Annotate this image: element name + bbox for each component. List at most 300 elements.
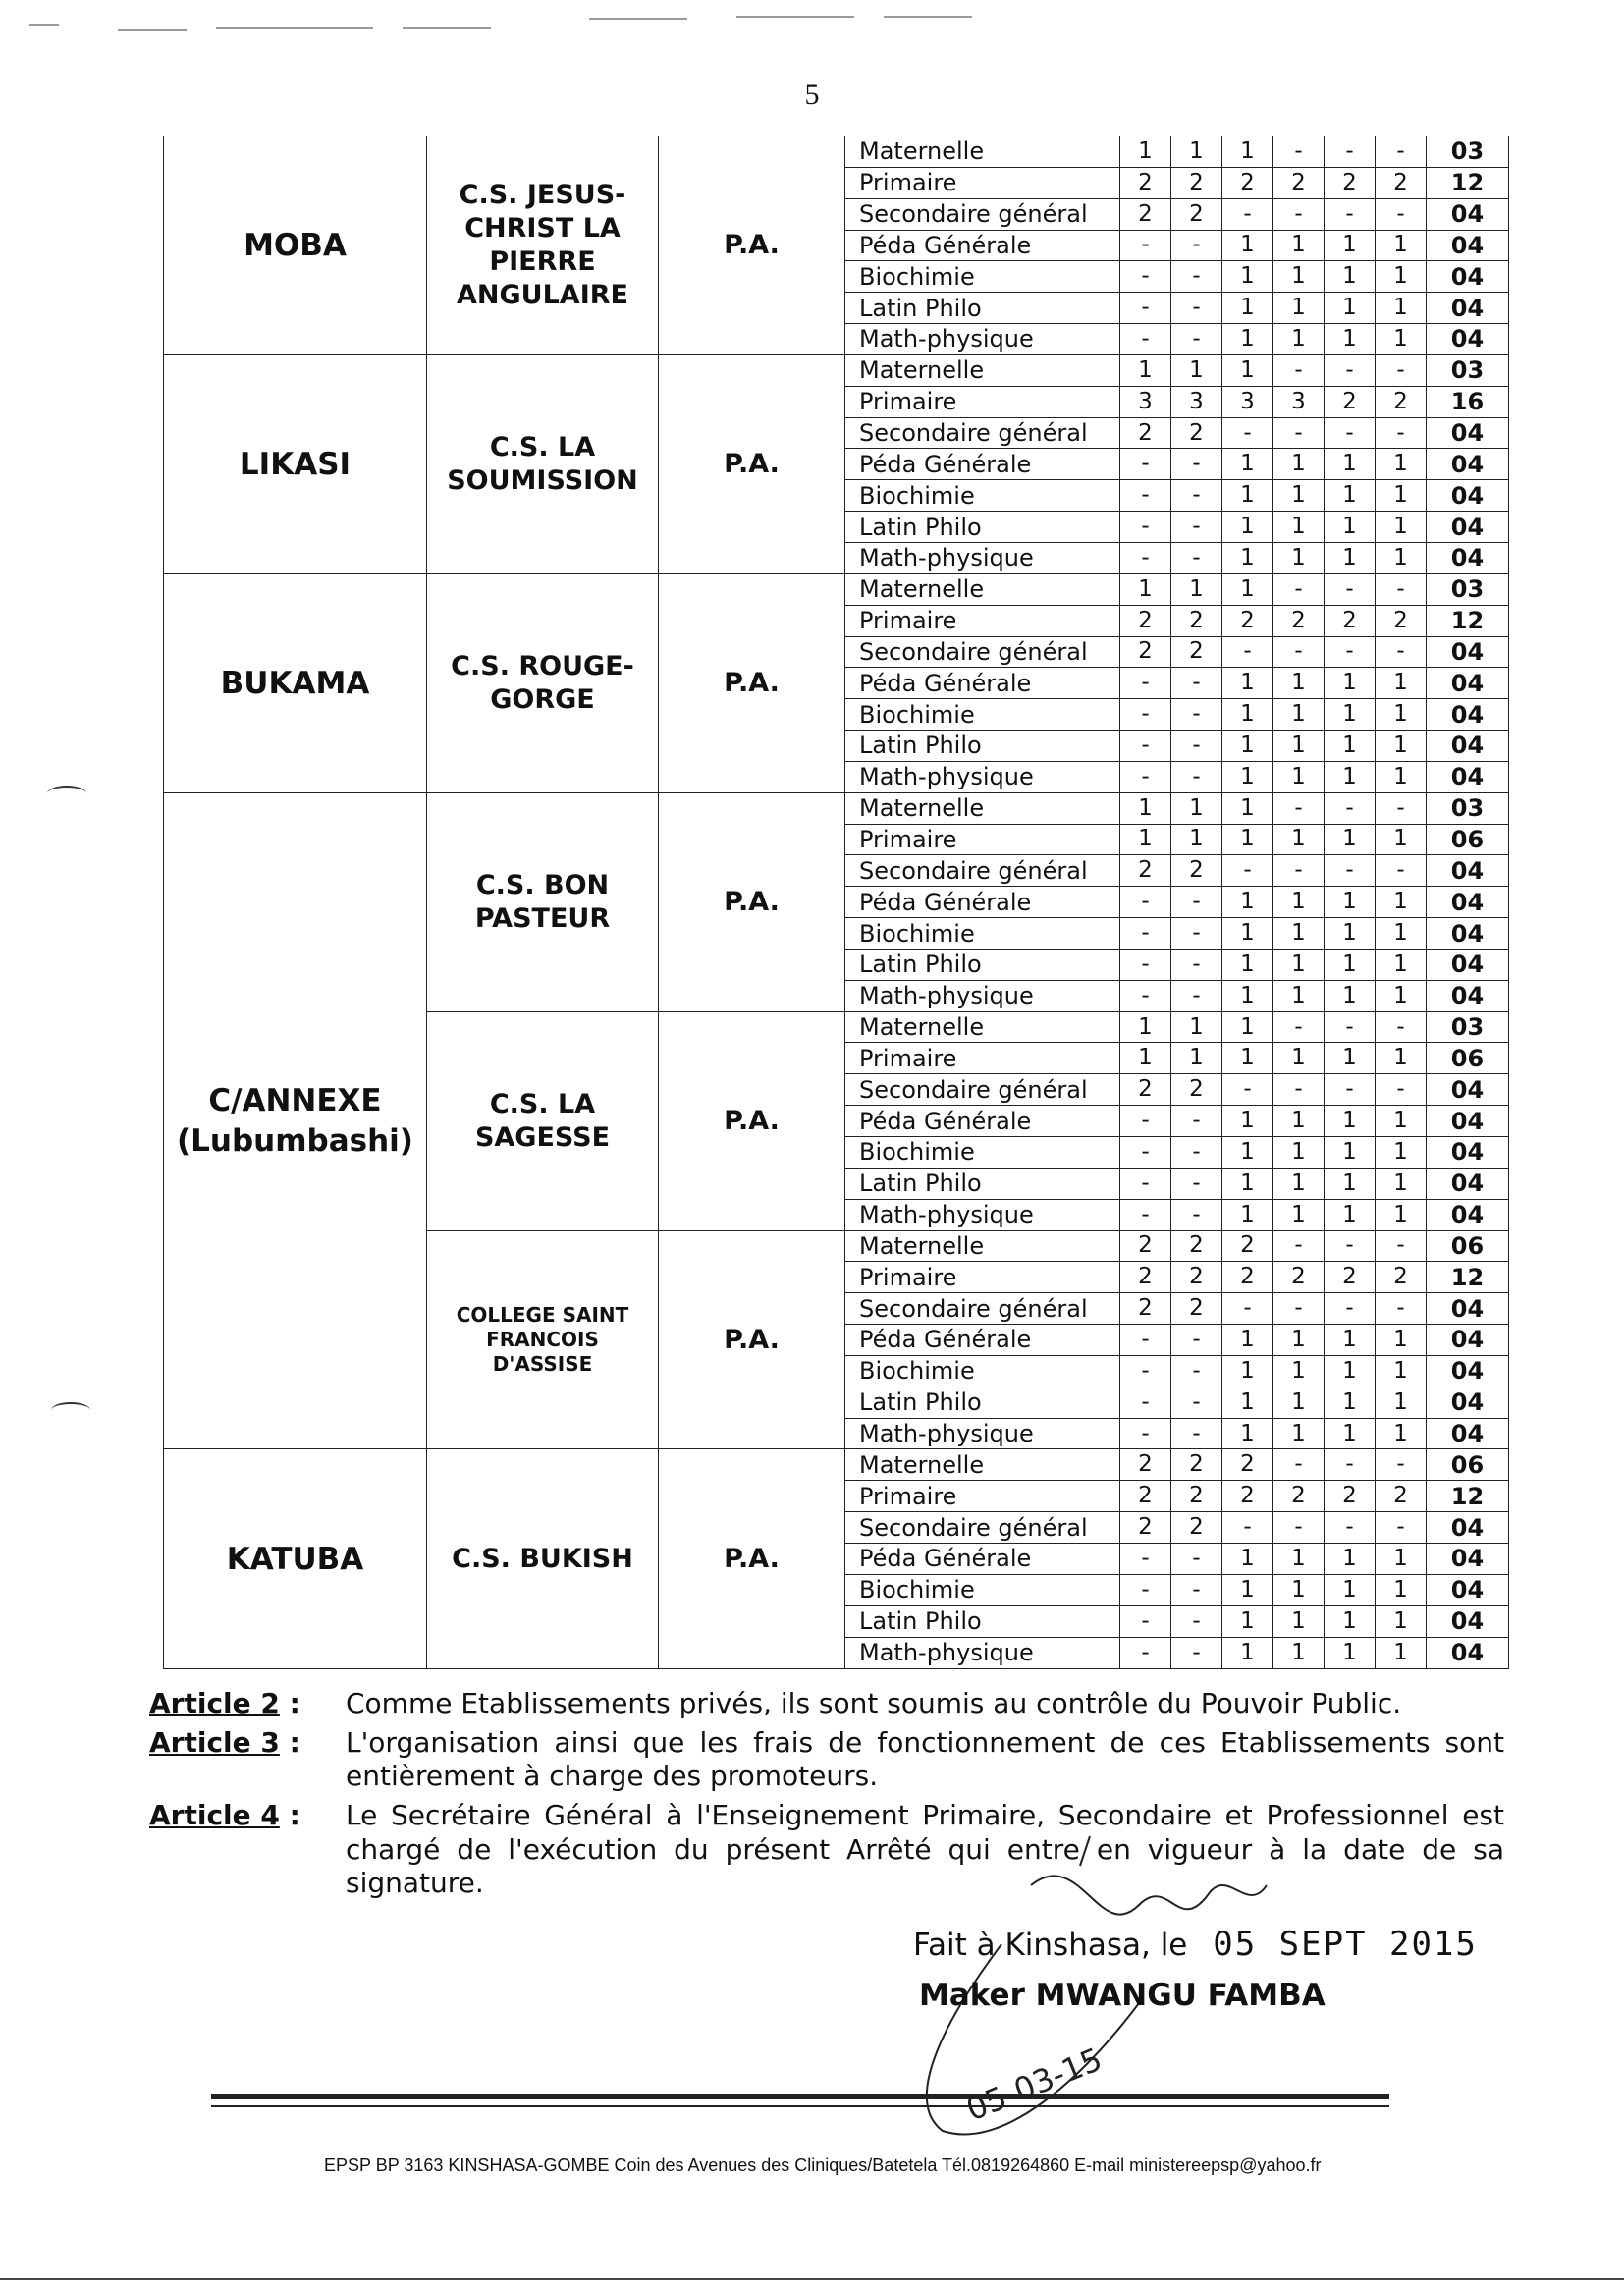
grade-cell: 1 xyxy=(1325,761,1376,792)
total-cell: 04 xyxy=(1427,636,1509,668)
total-cell: 04 xyxy=(1427,198,1509,230)
total-cell: 04 xyxy=(1427,1137,1509,1169)
option-name: Biochimie xyxy=(845,918,1120,950)
page-edge xyxy=(0,2278,1624,2280)
total-cell: 04 xyxy=(1427,1168,1509,1199)
grade-cell: 1 xyxy=(1325,1199,1376,1230)
grade-cell: - xyxy=(1171,230,1222,261)
grade-cell: 1 xyxy=(1376,824,1427,855)
grade-cell: 1 xyxy=(1273,1106,1325,1137)
footer-address: EPSP BP 3163 KINSHASA-GOMBE Coin des Avenues des Cliniques/Batetela Tél.0819264860 E-mail ministereepsp@yahoo.fr xyxy=(324,2155,1322,2175)
total-cell: 04 xyxy=(1427,1355,1509,1387)
total-cell: 12 xyxy=(1427,1481,1509,1512)
total-cell: 04 xyxy=(1427,261,1509,293)
grade-cell: 2 xyxy=(1171,1512,1222,1544)
grade-cell: 2 xyxy=(1171,636,1222,668)
total-cell: 04 xyxy=(1427,918,1509,950)
grade-cell: - xyxy=(1120,887,1171,918)
grade-cell: 1 xyxy=(1376,1605,1427,1637)
option-name: Péda Générale xyxy=(845,449,1120,480)
grade-cell: 2 xyxy=(1120,855,1171,887)
grade-cell: - xyxy=(1171,1355,1222,1387)
grade-cell: - xyxy=(1120,1574,1171,1605)
grade-cell: - xyxy=(1171,1168,1222,1199)
grade-cell: 1 xyxy=(1222,668,1273,699)
grade-cell: - xyxy=(1120,1355,1171,1387)
grade-cell: 1 xyxy=(1222,542,1273,573)
total-cell: 04 xyxy=(1427,887,1509,918)
grade-cell: 1 xyxy=(1376,1106,1427,1137)
signatory-name: Maker MWANGU FAMBA xyxy=(919,1978,1326,2013)
grade-cell: - xyxy=(1120,324,1171,355)
option-name: Maternelle xyxy=(845,573,1120,605)
grade-cell: 1 xyxy=(1273,480,1325,512)
grade-cell: 2 xyxy=(1120,1230,1171,1262)
article-label-text: Article 3 xyxy=(149,1726,280,1760)
grade-cell: 2 xyxy=(1273,1481,1325,1512)
grade-cell: - xyxy=(1171,1543,1222,1574)
option-name: Primaire xyxy=(845,386,1120,417)
grade-cell: 2 xyxy=(1120,1293,1171,1325)
grade-cell: - xyxy=(1325,1011,1376,1043)
total-cell: 04 xyxy=(1427,417,1509,449)
grade-cell: 1 xyxy=(1171,354,1222,386)
grade-cell: - xyxy=(1273,855,1325,887)
grade-cell: 1 xyxy=(1376,731,1427,762)
grade-cell: 2 xyxy=(1120,1512,1171,1544)
total-cell: 03 xyxy=(1427,136,1509,168)
grade-cell: - xyxy=(1376,855,1427,887)
option-name: Math-physique xyxy=(845,1637,1120,1669)
option-name: Math-physique xyxy=(845,1199,1120,1230)
total-cell: 04 xyxy=(1427,1512,1509,1544)
grade-cell: 1 xyxy=(1376,1418,1427,1449)
grade-cell: 2 xyxy=(1325,605,1376,636)
grade-cell: 1 xyxy=(1120,573,1171,605)
grade-cell: 2 xyxy=(1120,1449,1171,1481)
option-name: Péda Générale xyxy=(845,230,1120,261)
option-name: Biochimie xyxy=(845,699,1120,731)
margin-mark xyxy=(51,1402,90,1418)
grade-cell: 2 xyxy=(1222,167,1273,198)
grade-cell: 1 xyxy=(1222,1418,1273,1449)
school-name: C.S. ROUGE-GORGE xyxy=(427,573,659,792)
region-name: KATUBA xyxy=(164,1449,427,1669)
grade-cell: 1 xyxy=(1325,1605,1376,1637)
grade-cell: 1 xyxy=(1325,1168,1376,1199)
grade-cell: 2 xyxy=(1325,1262,1376,1293)
school-status: P.A. xyxy=(659,354,845,573)
grade-cell: - xyxy=(1120,980,1171,1011)
region-name: C/ANNEXE (Lubumbashi) xyxy=(164,792,427,1449)
option-name: Maternelle xyxy=(845,136,1120,168)
region-name: MOBA xyxy=(164,136,427,355)
grade-cell: 2 xyxy=(1171,855,1222,887)
grade-cell: 2 xyxy=(1376,167,1427,198)
grade-cell: - xyxy=(1171,949,1222,980)
grade-cell: 1 xyxy=(1325,731,1376,762)
grade-cell: - xyxy=(1171,1325,1222,1356)
total-cell: 04 xyxy=(1427,1418,1509,1449)
grade-cell: 2 xyxy=(1376,605,1427,636)
grade-cell: 1 xyxy=(1120,1043,1171,1074)
grade-cell: 1 xyxy=(1325,918,1376,950)
option-name: Secondaire général xyxy=(845,1074,1120,1106)
total-cell: 04 xyxy=(1427,731,1509,762)
grade-cell: 3 xyxy=(1171,386,1222,417)
grade-cell: - xyxy=(1171,668,1222,699)
article-text: Le Secrétaire Général à l'Enseignement Primaire, Secondaire et Professionnel est chargé de l'exécution du présent Arrêté qui entre en vigueur à la date de sa signature. xyxy=(346,1799,1504,1899)
grade-cell: 1 xyxy=(1222,731,1273,762)
option-name: Péda Générale xyxy=(845,668,1120,699)
grade-cell: 1 xyxy=(1376,324,1427,355)
option-name: Péda Générale xyxy=(845,1106,1120,1137)
grade-cell: 1 xyxy=(1222,1637,1273,1669)
grade-cell: - xyxy=(1325,136,1376,168)
grade-cell: 1 xyxy=(1325,1418,1376,1449)
table-row xyxy=(164,573,1509,605)
grade-cell: 1 xyxy=(1120,824,1171,855)
option-name: Latin Philo xyxy=(845,949,1120,980)
total-cell: 04 xyxy=(1427,1387,1509,1418)
grade-cell: 1 xyxy=(1222,792,1273,824)
grade-cell: 1 xyxy=(1273,1168,1325,1199)
grade-cell: - xyxy=(1120,668,1171,699)
grade-cell: - xyxy=(1171,1605,1222,1637)
footer-rule xyxy=(211,2105,1389,2107)
articles-section xyxy=(149,1687,1504,1906)
article-label: Article 2 : xyxy=(149,1687,300,1719)
grade-cell: 1 xyxy=(1171,573,1222,605)
grade-cell: 2 xyxy=(1171,1230,1222,1262)
grade-cell: 2 xyxy=(1376,1481,1427,1512)
option-name: Math-physique xyxy=(845,761,1120,792)
grade-cell: 1 xyxy=(1376,918,1427,950)
grade-cell: - xyxy=(1273,636,1325,668)
total-cell: 04 xyxy=(1427,230,1509,261)
option-name: Maternelle xyxy=(845,792,1120,824)
total-cell: 04 xyxy=(1427,1605,1509,1637)
option-name: Latin Philo xyxy=(845,731,1120,762)
option-name: Maternelle xyxy=(845,354,1120,386)
grade-cell: - xyxy=(1376,136,1427,168)
total-cell: 04 xyxy=(1427,293,1509,324)
grade-cell: 2 xyxy=(1376,1262,1427,1293)
grade-cell: 1 xyxy=(1325,1387,1376,1418)
article xyxy=(149,1799,1504,1899)
grade-cell: 1 xyxy=(1325,261,1376,293)
grade-cell: 1 xyxy=(1325,1325,1376,1356)
grade-cell: - xyxy=(1120,230,1171,261)
grade-cell: - xyxy=(1273,1449,1325,1481)
grade-cell: 2 xyxy=(1222,1262,1273,1293)
grade-cell: 1 xyxy=(1376,699,1427,731)
footer-rule xyxy=(211,2094,1389,2099)
grade-cell: 1 xyxy=(1222,761,1273,792)
grade-cell: 1 xyxy=(1222,354,1273,386)
scan-artifacts xyxy=(29,10,1011,39)
grade-cell: 1 xyxy=(1120,354,1171,386)
signature-date: 05 SEPT 2015 xyxy=(1213,1925,1478,1964)
grade-cell: - xyxy=(1376,417,1427,449)
article-label-text: Article 2 xyxy=(149,1687,280,1719)
article-text: Comme Etablissements privés, ils sont soumis au contrôle du Pouvoir Public. xyxy=(346,1687,1402,1719)
option-name: Maternelle xyxy=(845,1449,1120,1481)
grade-cell: 1 xyxy=(1222,1355,1273,1387)
grade-cell: 2 xyxy=(1171,1293,1222,1325)
grade-cell: - xyxy=(1376,792,1427,824)
grade-cell: 1 xyxy=(1376,668,1427,699)
option-name: Biochimie xyxy=(845,480,1120,512)
total-cell: 04 xyxy=(1427,1637,1509,1669)
grade-cell: - xyxy=(1171,761,1222,792)
grade-cell: 1 xyxy=(1376,1355,1427,1387)
grade-cell: 1 xyxy=(1171,136,1222,168)
grade-cell: 1 xyxy=(1273,261,1325,293)
total-cell: 04 xyxy=(1427,855,1509,887)
option-name: Maternelle xyxy=(845,1230,1120,1262)
grade-cell: - xyxy=(1325,417,1376,449)
table-row xyxy=(164,354,1509,386)
grade-cell: 2 xyxy=(1171,1262,1222,1293)
total-cell: 04 xyxy=(1427,980,1509,1011)
grade-cell: - xyxy=(1273,1230,1325,1262)
grade-cell: - xyxy=(1376,1011,1427,1043)
grade-cell: 2 xyxy=(1171,198,1222,230)
option-name: Latin Philo xyxy=(845,512,1120,543)
grade-cell: 2 xyxy=(1120,1262,1171,1293)
total-cell: 06 xyxy=(1427,1043,1509,1074)
grade-cell: 1 xyxy=(1325,1574,1376,1605)
grade-cell: 2 xyxy=(1325,1481,1376,1512)
grade-cell: 1 xyxy=(1325,1637,1376,1669)
grade-cell: 2 xyxy=(1273,167,1325,198)
option-name: Maternelle xyxy=(845,1011,1120,1043)
grade-cell: 1 xyxy=(1325,1106,1376,1137)
school-name: C.S. BON PASTEUR xyxy=(427,792,659,1011)
grade-cell: 1 xyxy=(1325,668,1376,699)
grade-cell: - xyxy=(1273,136,1325,168)
grade-cell: 1 xyxy=(1376,293,1427,324)
grade-cell: - xyxy=(1376,1074,1427,1106)
grade-cell: - xyxy=(1120,261,1171,293)
total-cell: 04 xyxy=(1427,1293,1509,1325)
grade-cell: - xyxy=(1171,887,1222,918)
grade-cell: 1 xyxy=(1222,1605,1273,1637)
grade-cell: 1 xyxy=(1325,1355,1376,1387)
grade-cell: 1 xyxy=(1222,1543,1273,1574)
grade-cell: 1 xyxy=(1222,824,1273,855)
grade-cell: 1 xyxy=(1120,136,1171,168)
total-cell: 12 xyxy=(1427,167,1509,198)
grade-cell: - xyxy=(1120,731,1171,762)
school-name: C.S. BUKISH xyxy=(427,1449,659,1669)
grade-cell: - xyxy=(1325,198,1376,230)
grade-cell: - xyxy=(1273,792,1325,824)
grade-cell: 1 xyxy=(1376,949,1427,980)
total-cell: 04 xyxy=(1427,480,1509,512)
grade-cell: 1 xyxy=(1222,449,1273,480)
school-name: C.S. LA SOUMISSION xyxy=(427,354,659,573)
option-name: Péda Générale xyxy=(845,887,1120,918)
total-cell: 04 xyxy=(1427,1543,1509,1574)
school-status: P.A. xyxy=(659,1011,845,1230)
grade-cell: 1 xyxy=(1222,887,1273,918)
grade-cell: - xyxy=(1171,980,1222,1011)
total-cell: 04 xyxy=(1427,542,1509,573)
total-cell: 04 xyxy=(1427,761,1509,792)
grade-cell: 1 xyxy=(1273,1387,1325,1418)
grade-cell: 1 xyxy=(1273,1043,1325,1074)
grade-cell: - xyxy=(1120,449,1171,480)
grade-cell: 1 xyxy=(1325,1543,1376,1574)
option-name: Math-physique xyxy=(845,1418,1120,1449)
grade-cell: - xyxy=(1120,1543,1171,1574)
option-name: Péda Générale xyxy=(845,1543,1120,1574)
total-cell: 04 xyxy=(1427,1106,1509,1137)
school-status: P.A. xyxy=(659,792,845,1011)
grade-cell: - xyxy=(1273,1074,1325,1106)
grade-cell: 1 xyxy=(1222,324,1273,355)
grade-cell: - xyxy=(1222,1293,1273,1325)
option-name: Primaire xyxy=(845,1262,1120,1293)
grade-cell: 1 xyxy=(1273,293,1325,324)
grade-cell: 1 xyxy=(1376,1199,1427,1230)
grade-cell: 1 xyxy=(1222,573,1273,605)
grade-cell: 2 xyxy=(1325,167,1376,198)
grade-cell: 1 xyxy=(1222,1574,1273,1605)
article xyxy=(149,1687,1504,1720)
option-name: Biochimie xyxy=(845,1137,1120,1169)
grade-cell: 2 xyxy=(1120,636,1171,668)
grade-cell: - xyxy=(1171,1106,1222,1137)
grade-cell: 2 xyxy=(1171,1449,1222,1481)
total-cell: 03 xyxy=(1427,1011,1509,1043)
grade-cell: 1 xyxy=(1273,824,1325,855)
grade-cell: 1 xyxy=(1222,1011,1273,1043)
option-name: Primaire xyxy=(845,1481,1120,1512)
grade-cell: - xyxy=(1120,542,1171,573)
grade-cell: - xyxy=(1222,1512,1273,1544)
total-cell: 06 xyxy=(1427,1230,1509,1262)
option-name: Latin Philo xyxy=(845,293,1120,324)
total-cell: 12 xyxy=(1427,605,1509,636)
grade-cell: 1 xyxy=(1273,512,1325,543)
table-row xyxy=(164,792,1509,824)
grade-cell: - xyxy=(1120,699,1171,731)
grade-cell: 1 xyxy=(1325,887,1376,918)
option-name: Primaire xyxy=(845,167,1120,198)
total-cell: 04 xyxy=(1427,949,1509,980)
grade-cell: 1 xyxy=(1376,1574,1427,1605)
grade-cell: 2 xyxy=(1222,1449,1273,1481)
region-name: BUKAMA xyxy=(164,573,427,792)
grade-cell: - xyxy=(1325,573,1376,605)
option-name: Secondaire général xyxy=(845,198,1120,230)
grade-cell: 1 xyxy=(1376,261,1427,293)
grade-cell: - xyxy=(1222,855,1273,887)
grade-cell: - xyxy=(1120,480,1171,512)
allocation-table xyxy=(163,136,1509,1669)
option-name: Latin Philo xyxy=(845,1387,1120,1418)
grade-cell: 1 xyxy=(1273,1574,1325,1605)
grade-cell: 1 xyxy=(1273,1543,1325,1574)
grade-cell: 1 xyxy=(1376,542,1427,573)
article-label: Article 4 : xyxy=(149,1799,300,1832)
grade-cell: - xyxy=(1325,855,1376,887)
grade-cell: 1 xyxy=(1376,230,1427,261)
option-name: Latin Philo xyxy=(845,1605,1120,1637)
grade-cell: - xyxy=(1273,198,1325,230)
grade-cell: 2 xyxy=(1171,1074,1222,1106)
table-row xyxy=(164,1449,1509,1481)
school-status: P.A. xyxy=(659,1230,845,1449)
article-text: L'organisation ainsi que les frais de fonctionnement de ces Etablissements sont entièrement à charge des promoteurs. xyxy=(346,1726,1504,1793)
grade-cell: - xyxy=(1171,512,1222,543)
grade-cell: - xyxy=(1376,354,1427,386)
grade-cell: 2 xyxy=(1120,1074,1171,1106)
grade-cell: 1 xyxy=(1325,1043,1376,1074)
grade-cell: 2 xyxy=(1120,1481,1171,1512)
grade-cell: - xyxy=(1171,1199,1222,1230)
grade-cell: 2 xyxy=(1120,417,1171,449)
grade-cell: - xyxy=(1171,324,1222,355)
grade-cell: - xyxy=(1171,449,1222,480)
grade-cell: 1 xyxy=(1273,1137,1325,1169)
grade-cell: 2 xyxy=(1171,417,1222,449)
grade-cell: 3 xyxy=(1273,386,1325,417)
grade-cell: 1 xyxy=(1376,1543,1427,1574)
grade-cell: - xyxy=(1273,573,1325,605)
grade-cell: - xyxy=(1120,512,1171,543)
grade-cell: - xyxy=(1325,636,1376,668)
grade-cell: - xyxy=(1222,417,1273,449)
option-name: Math-physique xyxy=(845,980,1120,1011)
grade-cell: 1 xyxy=(1376,1637,1427,1669)
grade-cell: 1 xyxy=(1273,542,1325,573)
grade-cell: - xyxy=(1376,1449,1427,1481)
grade-cell: - xyxy=(1171,1637,1222,1669)
school-status: P.A. xyxy=(659,573,845,792)
school-status: P.A. xyxy=(659,136,845,355)
article-label-text: Article 4 xyxy=(149,1799,280,1832)
grade-cell: 3 xyxy=(1222,386,1273,417)
grade-cell: 1 xyxy=(1222,1387,1273,1418)
grade-cell: - xyxy=(1376,636,1427,668)
article-label: Article 3 : xyxy=(149,1726,300,1760)
total-cell: 03 xyxy=(1427,792,1509,824)
grade-cell: 2 xyxy=(1120,198,1171,230)
option-name: Biochimie xyxy=(845,261,1120,293)
total-cell: 12 xyxy=(1427,1262,1509,1293)
option-name: Secondaire général xyxy=(845,1512,1120,1544)
grade-cell: 1 xyxy=(1222,480,1273,512)
grade-cell: 1 xyxy=(1222,1043,1273,1074)
grade-cell: - xyxy=(1120,949,1171,980)
grade-cell: 1 xyxy=(1273,1325,1325,1356)
signature-block xyxy=(913,1925,1478,2013)
grade-cell: 2 xyxy=(1222,1481,1273,1512)
grade-cell: 1 xyxy=(1171,1011,1222,1043)
total-cell: 03 xyxy=(1427,354,1509,386)
option-name: Primaire xyxy=(845,1043,1120,1074)
grade-cell: - xyxy=(1171,542,1222,573)
grade-cell: - xyxy=(1222,636,1273,668)
grade-cell: 1 xyxy=(1325,480,1376,512)
grade-cell: 3 xyxy=(1120,386,1171,417)
grade-cell: - xyxy=(1171,480,1222,512)
grade-cell: 2 xyxy=(1222,605,1273,636)
